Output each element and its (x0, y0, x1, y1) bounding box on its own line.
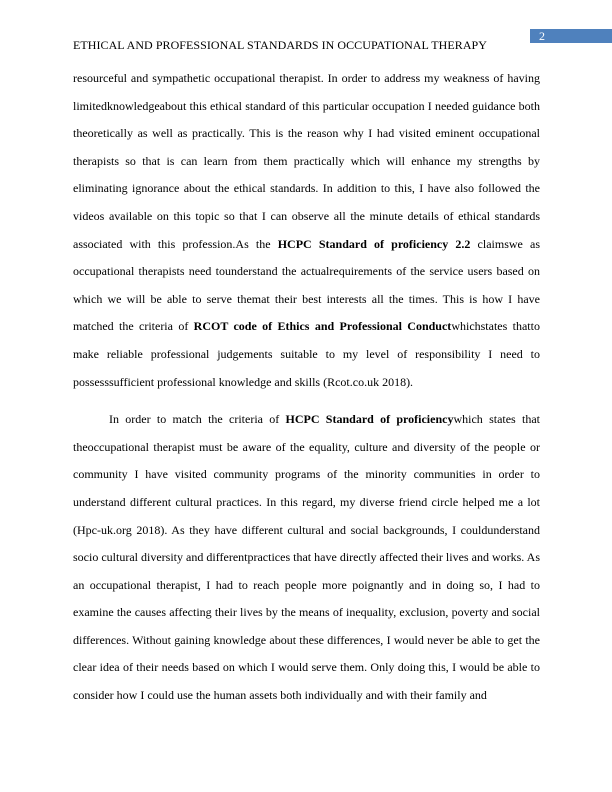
paragraph-1-run-3: claimswe as occupational therapists need tounderstand the actualrequirements of the service users based on which we will be able to serve themat their best interests all the times. This is how I have matched the criteria of (73, 236, 541, 334)
paragraph-1-run-5: whichstates thatto make reliable professional judgements suitable to my level of responsibility I need to possesssufficient professional knowledge and skills (Rcot.co.uk 2018). (73, 319, 540, 389)
body-text (73, 65, 540, 710)
paragraph-1 (73, 65, 540, 396)
rcot-code-emphasis: RCOT code of Ethics and Professional Conduct (193, 319, 452, 334)
paragraph-2-run-1: In order to match the criteria of (109, 412, 286, 427)
hcpc-standard-emphasis: HCPC Standard of proficiency (285, 412, 454, 427)
page-number: 2 (539, 29, 545, 43)
paragraph-2-run-3: which states that theoccupational therapist must be aware of the equality, culture and diversity of the people or community I have visited community programs of the minority communities in order to understand different cultural practices. In this regard, my diverse friend circle helped me a lot (Hpc-uk.org 2018). As they have different cultural and social backgrounds, I couldunderstand socio cultural diversity and differentpractices that have directly affected their lives and works. As an occupational therapist, I had to reach people more poignantly and in doing so, I had to examine the causes affecting their lives by the means of inequality, exclusion, poverty and social differences. Without gaining knowledge about these differences, I would never be able to get the clear idea of their needs based on which I would serve them. Only doing this, I would be able to consider how I could use the human assets both individually and with their family and (73, 412, 540, 703)
paragraph-2 (73, 406, 540, 710)
paragraph-gap (73, 396, 540, 406)
paragraph-1-run-1: resourceful and sympathetic occupational therapist. In order to address my weakness of having limitedknowledgeabout this ethical standard of this particular occupation I needed guidance both theoretically as well as practically. This is the reason why I had visited eminent occupational therapists so that is can learn from them practically which will enhance my strengths by eliminating ignorance about the ethical standards. In addition to this, I have also followed the videos available on this topic so that I can observe all the minute details of ethical standards associated with this profession.As the (73, 71, 540, 251)
running-head: ETHICAL AND PROFESSIONAL STANDARDS IN OCCUPATIONAL THERAPY (73, 38, 487, 52)
hcpc-standard-2-2-emphasis: HCPC Standard of proficiency 2.2 (277, 236, 471, 251)
page-number-bar (530, 29, 612, 43)
